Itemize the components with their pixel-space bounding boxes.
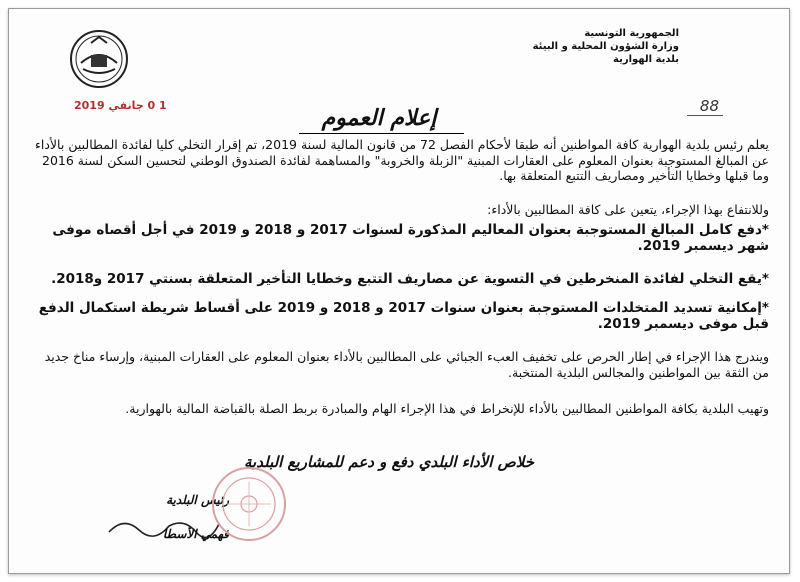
header-country: الجمهورية التونسية	[584, 28, 679, 39]
document-page	[8, 8, 790, 574]
signature-name: فهمي الأسطا	[162, 527, 229, 541]
official-seal	[209, 464, 289, 544]
notice-title: إعلام العموم	[321, 105, 437, 131]
paragraph-appeal: وتهيب البلدية بكافة المواطنين المطالبين بالأداء للإنخراط في هذا الإجراء الهام والمبادرة بربط الصلة بالقباضة المالية بالهوارية.	[125, 401, 769, 416]
bullet-waiver: *يقع التخلي لفائدة المنخرطين في التسوية عن مصاريف التتبع وخطايا التأخير المتعلقة بسنتي 2017 و2018.	[51, 271, 769, 287]
municipality-logo	[69, 29, 129, 89]
signature-role: رئيس البلدية	[166, 493, 229, 507]
header-ministry: وزارة الشؤون المحلية و البيئة	[532, 41, 679, 52]
date-stamp: 1 0 جانفي 2019	[74, 99, 167, 112]
bullet-installments: *إمكانية تسديد المتخلدات المستوجبة بعنوان سنوات 2017 و 2018 و 2019 على أقساط شريطة استكمال الدفع قبل موفى ديسمبر 2019.	[38, 300, 769, 332]
bullet-full-payment: *دفع كامل المبالغ المستوجبة بعنوان المعاليم المذكورة لسنوات 2017 و 2018 و 2019 في أجل أقصاه موفى شهر ديسمبر 2019.	[52, 222, 769, 254]
header-municipality: بلدية الهوارية	[613, 54, 679, 65]
paragraph-requirements: وللانتفاع بهذا الإجراء، يتعين على كافة المطالبين بالأداء:	[487, 202, 769, 217]
paragraph-intro: يعلم رئيس بلدية الهوارية كافة المواطنين أنه طبقا لأحكام الفصل 72 من قانون المالية لسنة 2019، تم إقرار التخلي كليا لفائدة المطالبين بالأداء عن المبالغ المستوجبة بعنوان المعلوم على العقارات المبنية "الزبلة والخروبة" والمساهمة لفائدة الصندوق الوطني لتحسين السكن لسنة 2016 وما قبلها وخطايا التأخير ومصاريف التتبع المتعلقة بها.	[35, 137, 769, 183]
paragraph-context: ويندرج هذا الإجراء في إطار الحرص على تخفيف العبء الجبائي على المطالبين بالأداء بعنوان المعلوم على العقارات المبنية، وإرساء مناخ جديد من الثقة بين المواطنين والمجالس البلدية المنتخبة.	[44, 349, 769, 380]
title-underline	[299, 133, 464, 134]
reference-number: 88	[699, 97, 719, 115]
slogan: خلاص الأداء البلدي دفع و دعم للمشاريع البلدية	[244, 453, 534, 471]
reference-underline	[687, 115, 723, 116]
